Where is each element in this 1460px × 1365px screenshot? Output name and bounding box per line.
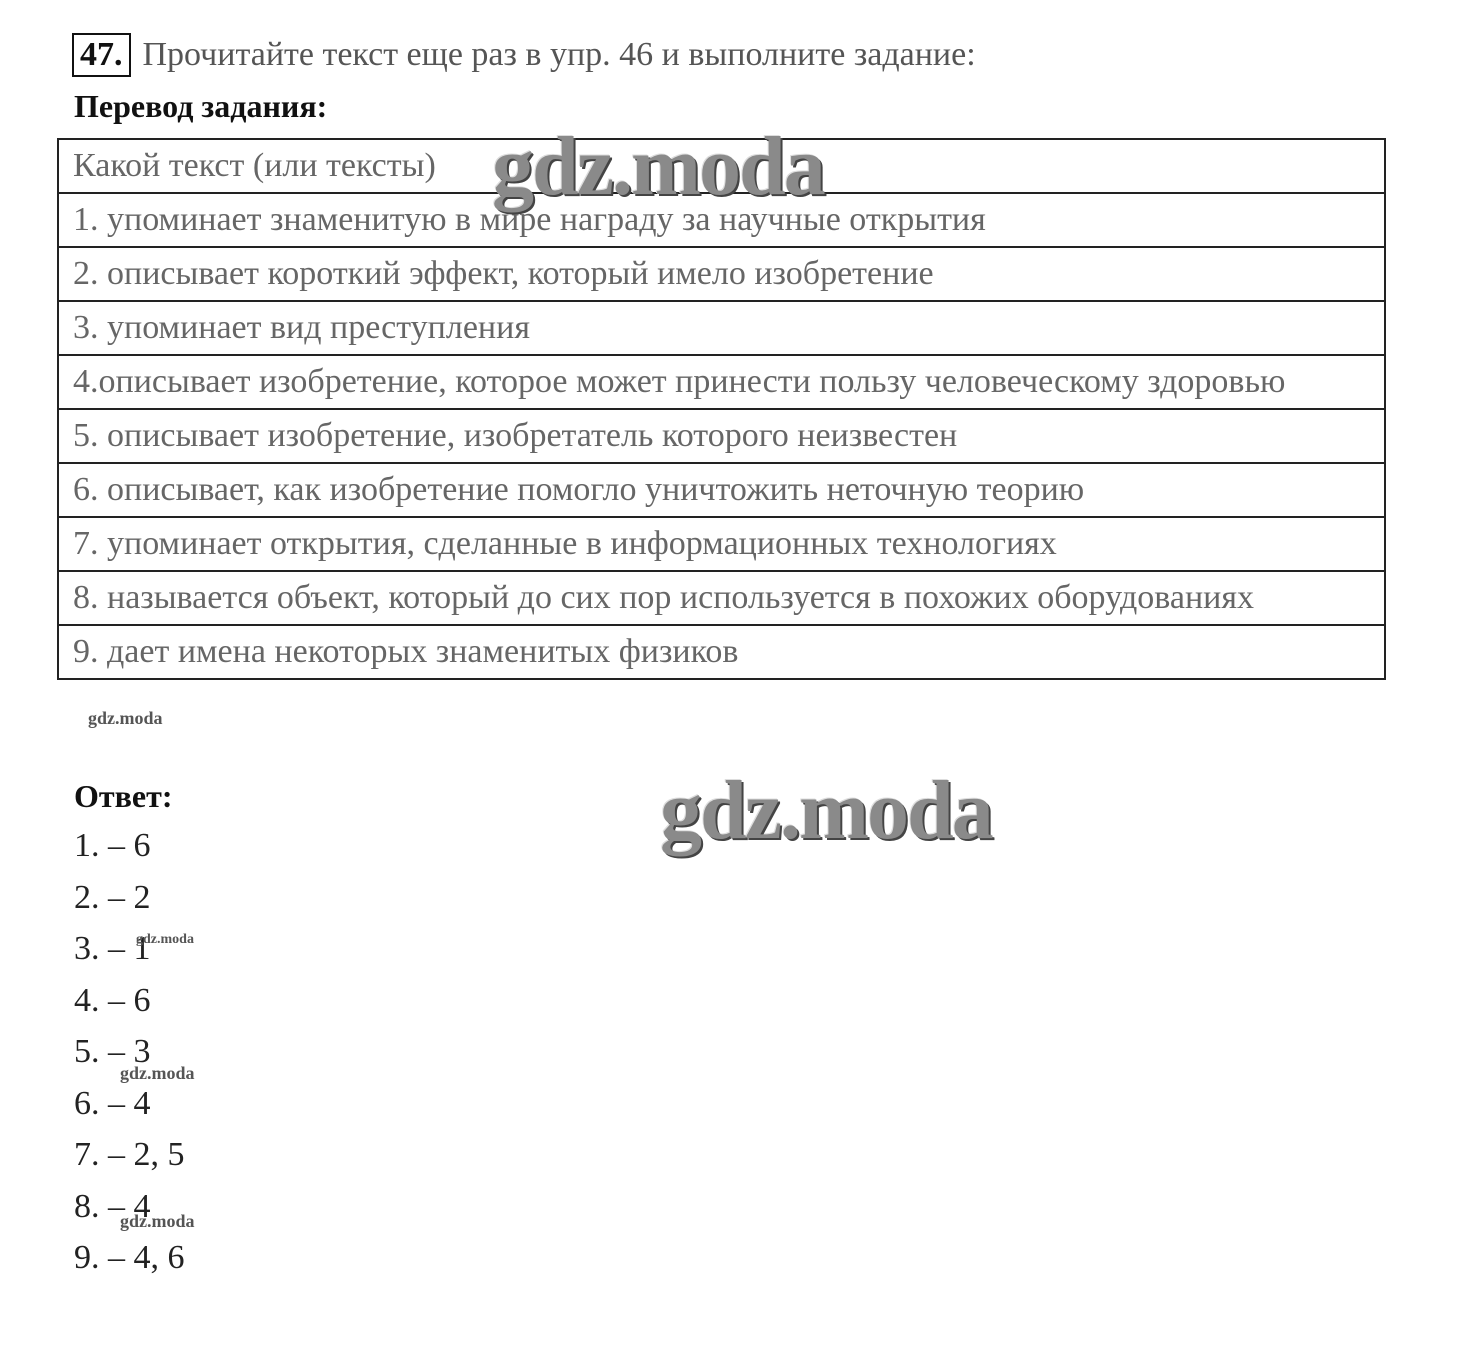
exercise-prompt: Прочитайте текст еще раз в упр. 46 и выполните задание: — [142, 36, 976, 73]
watermark-small: gdz.moda — [88, 708, 163, 728]
table-cell: 5. описывает изобретение, изобретатель которого неизвестен — [58, 409, 1385, 463]
table-cell: 4.описывает изобретение, которое может принести пользу человеческому здоровью — [58, 355, 1385, 409]
watermark-logo: gdz.moda — [492, 120, 824, 213]
exercise-header — [72, 30, 976, 80]
translation-title: Перевод задания: — [74, 88, 328, 124]
watermark-small: gdz.moda — [136, 932, 194, 947]
table-cell: 2. описывает короткий эффект, который имело изобретение — [58, 247, 1385, 301]
table-cell: 8. называется объект, который до сих пор используется в похожих оборудованиях — [58, 571, 1385, 625]
table-row — [58, 247, 1385, 301]
answer-item: 2. – 2 — [74, 878, 151, 916]
table-cell: 7. упоминает открытия, сделанные в информационных технологиях — [58, 517, 1385, 571]
answer-item: 5. – 3 — [74, 1033, 151, 1070]
answer-item: 6. – 4 — [74, 1084, 151, 1122]
table-cell: 1. упоминает знаменитую в мире награду за научные открытия — [58, 193, 1385, 247]
task-table — [57, 138, 1386, 680]
answer-item: 1. – 6 — [74, 827, 151, 864]
table-cell: 9. дает имена некоторых знаменитых физиков — [58, 625, 1385, 679]
table-row — [58, 625, 1385, 679]
table-row — [58, 355, 1385, 409]
answer-item: 4. – 6 — [74, 981, 151, 1019]
table-row — [58, 517, 1385, 571]
answer-item: 9. – 4, 6 — [74, 1239, 185, 1276]
table-row — [58, 571, 1385, 625]
table-row — [58, 463, 1385, 517]
watermark-small: gdz.moda — [120, 1211, 195, 1231]
answer-item: 8. – 4 — [74, 1187, 151, 1225]
exercise-number: 47. — [72, 33, 131, 77]
table-row — [58, 139, 1385, 193]
answer-item: 7. – 2, 5 — [74, 1136, 185, 1173]
answer-item: 3. – 1 — [74, 930, 151, 967]
answer-title: Ответ: — [74, 778, 173, 814]
watermark-small: gdz.moda — [120, 1063, 195, 1083]
table-row — [58, 409, 1385, 463]
answer-list — [74, 820, 185, 1284]
table-cell: 3. упоминает вид преступления — [58, 301, 1385, 355]
table-cell: 6. описывает, как изобретение помогло уничтожить неточную теорию — [58, 463, 1385, 517]
watermark-logo: gdz.moda — [660, 764, 992, 857]
table-row — [58, 193, 1385, 247]
table-cell-heading: Какой текст (или тексты) — [58, 139, 1385, 193]
table-row — [58, 301, 1385, 355]
